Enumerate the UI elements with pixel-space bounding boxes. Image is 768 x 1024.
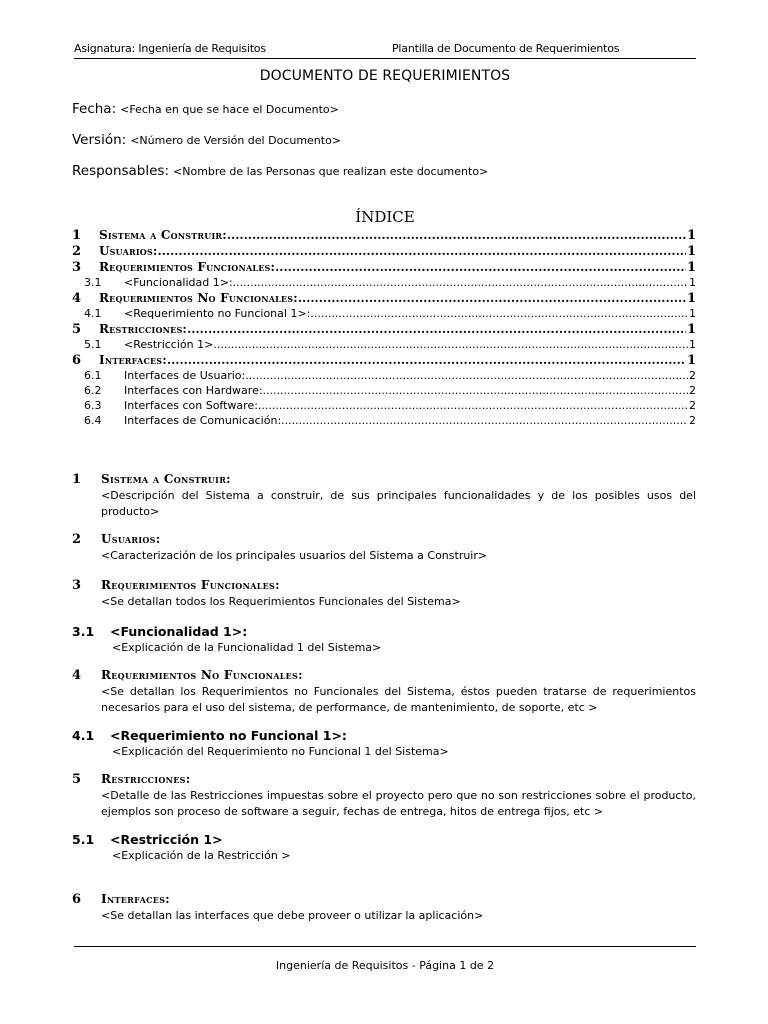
- toc-entry-page: 1: [689, 307, 696, 320]
- toc-entry-text: Sistema a Construir:: [99, 228, 227, 242]
- toc-entry-page: 1: [689, 276, 696, 289]
- version-value: <Número de Versión del Documento>: [130, 134, 342, 147]
- toc-entry-page: 1: [686, 244, 696, 259]
- section-number: 5: [72, 772, 82, 787]
- section-title: Sistema a Construir:: [101, 472, 231, 486]
- toc-entry[interactable]: [72, 353, 696, 369]
- section-body: <Se detallan las interfaces que debe proveer o utilizar la aplicación>: [101, 909, 484, 922]
- toc-entry-number: 6.4: [84, 414, 102, 427]
- subsection-3-1: [72, 624, 696, 655]
- toc-entry-text: Requerimientos Funcionales:: [99, 260, 276, 274]
- toc-entry-number: 2: [72, 244, 82, 259]
- toc-leader: [310, 307, 688, 320]
- toc-entry-number: 6.2: [84, 384, 102, 397]
- subsection-title: <Restricción 1>: [110, 832, 223, 847]
- section-6: [72, 892, 696, 924]
- toc-leader: [298, 291, 686, 305]
- section-5: [72, 772, 696, 820]
- section-number: 3: [72, 578, 82, 593]
- toc-entry[interactable]: [72, 276, 696, 291]
- subsection-body: <Explicación de la Funcionalidad 1 del Sistema>: [112, 641, 382, 654]
- toc-entry-text: Interfaces:: [99, 353, 167, 367]
- toc-entry-number: 3: [72, 260, 82, 275]
- toc-entry-number: 4: [72, 291, 82, 306]
- toc-leader: [187, 322, 686, 336]
- toc-leader: [281, 414, 688, 427]
- section-body: <Caracterización de los principales usuarios del Sistema a Construir>: [101, 549, 488, 562]
- toc-entry-text: Interfaces de Usuario:: [124, 369, 246, 382]
- toc-entry-page: 2: [689, 369, 696, 382]
- subsection-4-1: [72, 728, 696, 759]
- toc-entry[interactable]: [72, 260, 696, 276]
- meta-responsables: [72, 163, 488, 179]
- toc-entry-number: 6.1: [84, 369, 102, 382]
- toc-entry-number: 1: [72, 228, 82, 243]
- toc-entry[interactable]: [72, 369, 696, 384]
- toc-entry-text: Usuarios:: [99, 244, 158, 258]
- meta-version: [72, 132, 341, 148]
- subsection-number: 5.1: [72, 832, 95, 847]
- header-template-name: Plantilla de Documento de Requerimientos: [392, 42, 620, 55]
- fecha-value: <Fecha en que se hace el Documento>: [120, 103, 339, 116]
- toc-entry-page: 1: [686, 228, 696, 243]
- toc-entry-text: Requerimientos No Funcionales:: [99, 291, 298, 305]
- toc-entry[interactable]: [72, 228, 696, 244]
- toc-entry-text: Interfaces de Comunicación:: [124, 414, 282, 427]
- section-number: 1: [72, 472, 82, 487]
- responsables-label: Responsables:: [72, 163, 170, 179]
- meta-fecha: [72, 101, 339, 117]
- toc-entry-number: 5.1: [84, 338, 102, 351]
- subsection-title: <Funcionalidad 1>:: [110, 624, 248, 639]
- header-subject: Asignatura: Ingeniería de Requisitos: [74, 42, 266, 55]
- section-body: <Se detallan todos los Requerimientos Funcionales del Sistema>: [101, 595, 461, 608]
- section-number: 2: [72, 532, 82, 547]
- toc-title: ÍNDICE: [355, 208, 415, 226]
- section-1: [72, 472, 696, 520]
- toc-entry-page: 1: [689, 338, 696, 351]
- toc-entry-text: Restricciones:: [99, 322, 188, 336]
- toc-entry-text: Interfaces con Hardware:: [124, 384, 263, 397]
- subsection-5-1: [72, 832, 696, 863]
- version-label: Versión:: [72, 132, 127, 148]
- toc-leader: [233, 276, 688, 289]
- toc-leader: [213, 338, 688, 351]
- toc-leader: [245, 369, 688, 382]
- toc-entry-number: 6: [72, 353, 82, 368]
- toc-entry-number: 4.1: [84, 307, 102, 320]
- subsection-body: <Explicación del Requerimiento no Funcional 1 del Sistema>: [112, 745, 449, 758]
- section-body: <Se detallan los Requerimientos no Funcionales del Sistema, éstos pueden tratarse de requerimientos necesarios para el uso del sistema, de performance, de mantenimiento, de soporte, etc >: [101, 685, 696, 714]
- toc-entry[interactable]: [72, 291, 696, 307]
- toc-entry[interactable]: [72, 338, 696, 353]
- toc-entry-page: 2: [689, 399, 696, 412]
- footer-rule: [74, 946, 696, 947]
- toc-leader: [263, 384, 688, 397]
- responsables-value: <Nombre de las Personas que realizan este documento>: [173, 165, 489, 178]
- toc-entry-page: 1: [686, 260, 696, 275]
- toc-entry[interactable]: [72, 322, 696, 338]
- subsection-number: 3.1: [72, 624, 95, 639]
- toc-entry-page: 2: [689, 414, 696, 427]
- toc-entry-page: 1: [686, 322, 696, 337]
- subsection-number: 4.1: [72, 728, 95, 743]
- section-2: [72, 532, 696, 564]
- toc-leader: [275, 260, 686, 274]
- toc-entry-page: 2: [689, 384, 696, 397]
- toc-entry-number: 6.3: [84, 399, 102, 412]
- section-4: [72, 668, 696, 716]
- toc-entry-text: <Requerimiento no Funcional 1>:: [124, 307, 311, 320]
- fecha-label: Fecha:: [72, 101, 117, 117]
- toc-leader: [158, 244, 686, 258]
- section-title: Requerimientos No Funcionales:: [101, 668, 303, 682]
- toc-leader: [227, 228, 686, 242]
- toc-entry[interactable]: [72, 414, 696, 429]
- section-title: Restricciones:: [101, 772, 191, 786]
- subsection-title: <Requerimiento no Funcional 1>:: [110, 728, 347, 743]
- toc-entry-page: 1: [686, 353, 696, 368]
- section-3: [72, 578, 696, 610]
- toc-entry-text: <Funcionalidad 1>:: [124, 276, 233, 289]
- section-number: 4: [72, 668, 82, 683]
- toc-entry-text: <Restricción 1>: [124, 338, 214, 351]
- toc-entry[interactable]: [72, 384, 696, 399]
- page-footer: Ingeniería de Requisitos - Página 1 de 2: [275, 959, 495, 972]
- section-title: Interfaces:: [101, 892, 171, 906]
- subsection-body: <Explicación de la Restricción >: [112, 849, 291, 862]
- toc-entry[interactable]: [72, 399, 696, 414]
- toc-leader: [167, 353, 686, 367]
- section-body: <Detalle de las Restricciones impuestas sobre el proyecto pero que no son restricciones sobre el producto, ejemplos son proceso de software a seguir, fechas de entrega, hitos de entrega fijos, etc >: [101, 789, 696, 818]
- section-title: Requerimientos Funcionales:: [101, 578, 280, 592]
- header-rule: [74, 58, 696, 59]
- toc-entry-text: Interfaces con Software:: [124, 399, 258, 412]
- toc-entry[interactable]: [72, 307, 696, 322]
- toc-entry[interactable]: [72, 244, 696, 260]
- toc-entry-page: 1: [686, 291, 696, 306]
- toc-leader: [258, 399, 688, 412]
- section-title: Usuarios:: [101, 532, 161, 546]
- section-number: 6: [72, 892, 82, 907]
- toc-entry-number: 3.1: [84, 276, 102, 289]
- toc-entry-number: 5: [72, 322, 82, 337]
- document-title: DOCUMENTO DE REQUERIMIENTOS: [259, 68, 511, 84]
- section-body: <Descripción del Sistema a construir, de sus principales funcionalidades y de los posibles usos del producto>: [101, 489, 696, 518]
